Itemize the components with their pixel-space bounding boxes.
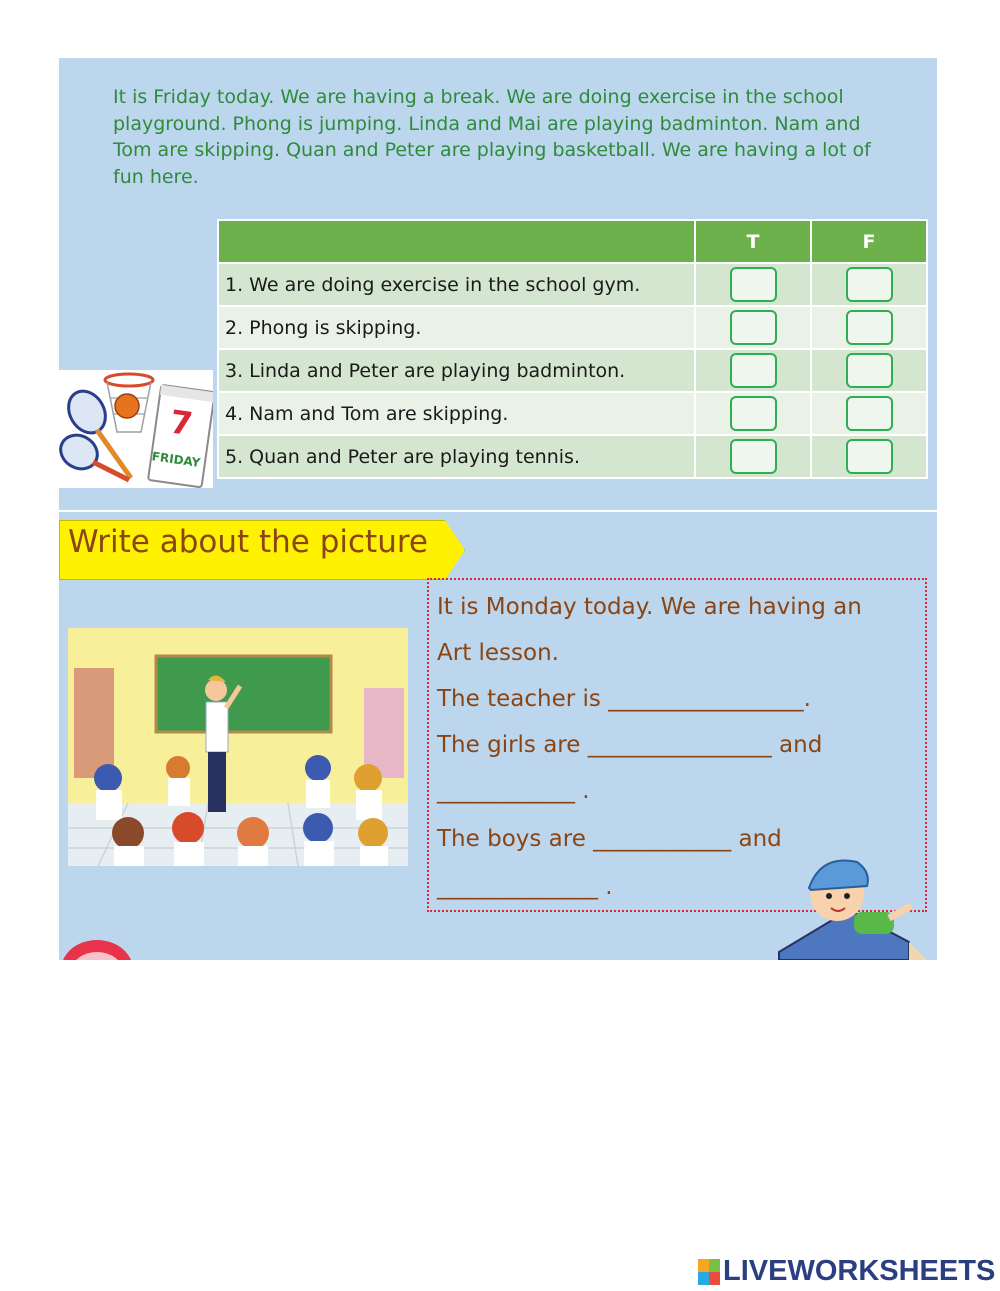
reading-panel [59,58,937,510]
writing-line-girls[interactable]: The girls are ________________ and [437,732,823,758]
false-answer-box[interactable] [846,353,893,388]
true-cell [695,349,811,392]
table-row [218,349,927,392]
false-cell [811,306,927,349]
statement-header [218,220,695,263]
calendar-number: 7 [167,402,195,444]
writing-line-teacher[interactable]: The teacher is _________________. [437,686,811,712]
table-row [218,392,927,435]
statement-text: 4. Nam and Tom are skipping. [218,392,695,435]
false-cell [811,349,927,392]
statement-text: 2. Phong is skipping. [218,306,695,349]
true-answer-box[interactable] [730,267,777,302]
true-cell [695,392,811,435]
true-answer-box[interactable] [730,439,777,474]
table-row [218,263,927,306]
false-cell [811,435,927,478]
false-cell [811,392,927,435]
false-answer-box[interactable] [846,310,893,345]
logo-text: LIVEWORKSHEETS [723,1255,996,1287]
table-row [218,306,927,349]
writing-line-boys[interactable]: The boys are ____________ and [437,826,782,852]
writing-panel [59,512,937,960]
sports-calendar-illustration [59,370,213,488]
boy-pencil-illustration [759,832,929,960]
writing-line-boys-cont[interactable]: ______________ . [437,874,613,900]
true-cell [695,263,811,306]
corner-badge [59,930,135,960]
false-cell [811,263,927,306]
true-answer-box[interactable] [730,310,777,345]
true-cell [695,306,811,349]
table-header-row [218,220,927,263]
liveworksheets-logo [698,1255,995,1288]
statement-text: 3. Linda and Peter are playing badminton. [218,349,695,392]
reading-passage: It is Friday today. We are having a break. We are doing exercise in the school playground. Phong is jumping. Linda and Mai are playing badminton. Nam and Tom are skipping. Quan and Peter are playing basketball. We are having a lot of fun here. [113,86,871,188]
true-false-table [217,219,928,479]
writing-line-girls-cont[interactable]: ____________ . [437,778,590,804]
true-answer-box[interactable] [730,353,777,388]
false-header: F [811,220,927,263]
writing-line: It is Monday today. We are having an [437,594,862,620]
classroom-illustration [68,628,408,866]
true-cell [695,435,811,478]
writing-line: Art lesson. [437,640,559,666]
logo-mark-icon [698,1259,720,1285]
table-row [218,435,927,478]
section-title: Write about the picture [68,524,428,560]
true-answer-box[interactable] [730,396,777,431]
true-header: T [695,220,811,263]
false-answer-box[interactable] [846,267,893,302]
statement-text: 5. Quan and Peter are playing tennis. [218,435,695,478]
false-answer-box[interactable] [846,396,893,431]
statement-text: 1. We are doing exercise in the school gym. [218,263,695,306]
false-answer-box[interactable] [846,439,893,474]
calendar-day: FRIDAY [151,449,202,470]
